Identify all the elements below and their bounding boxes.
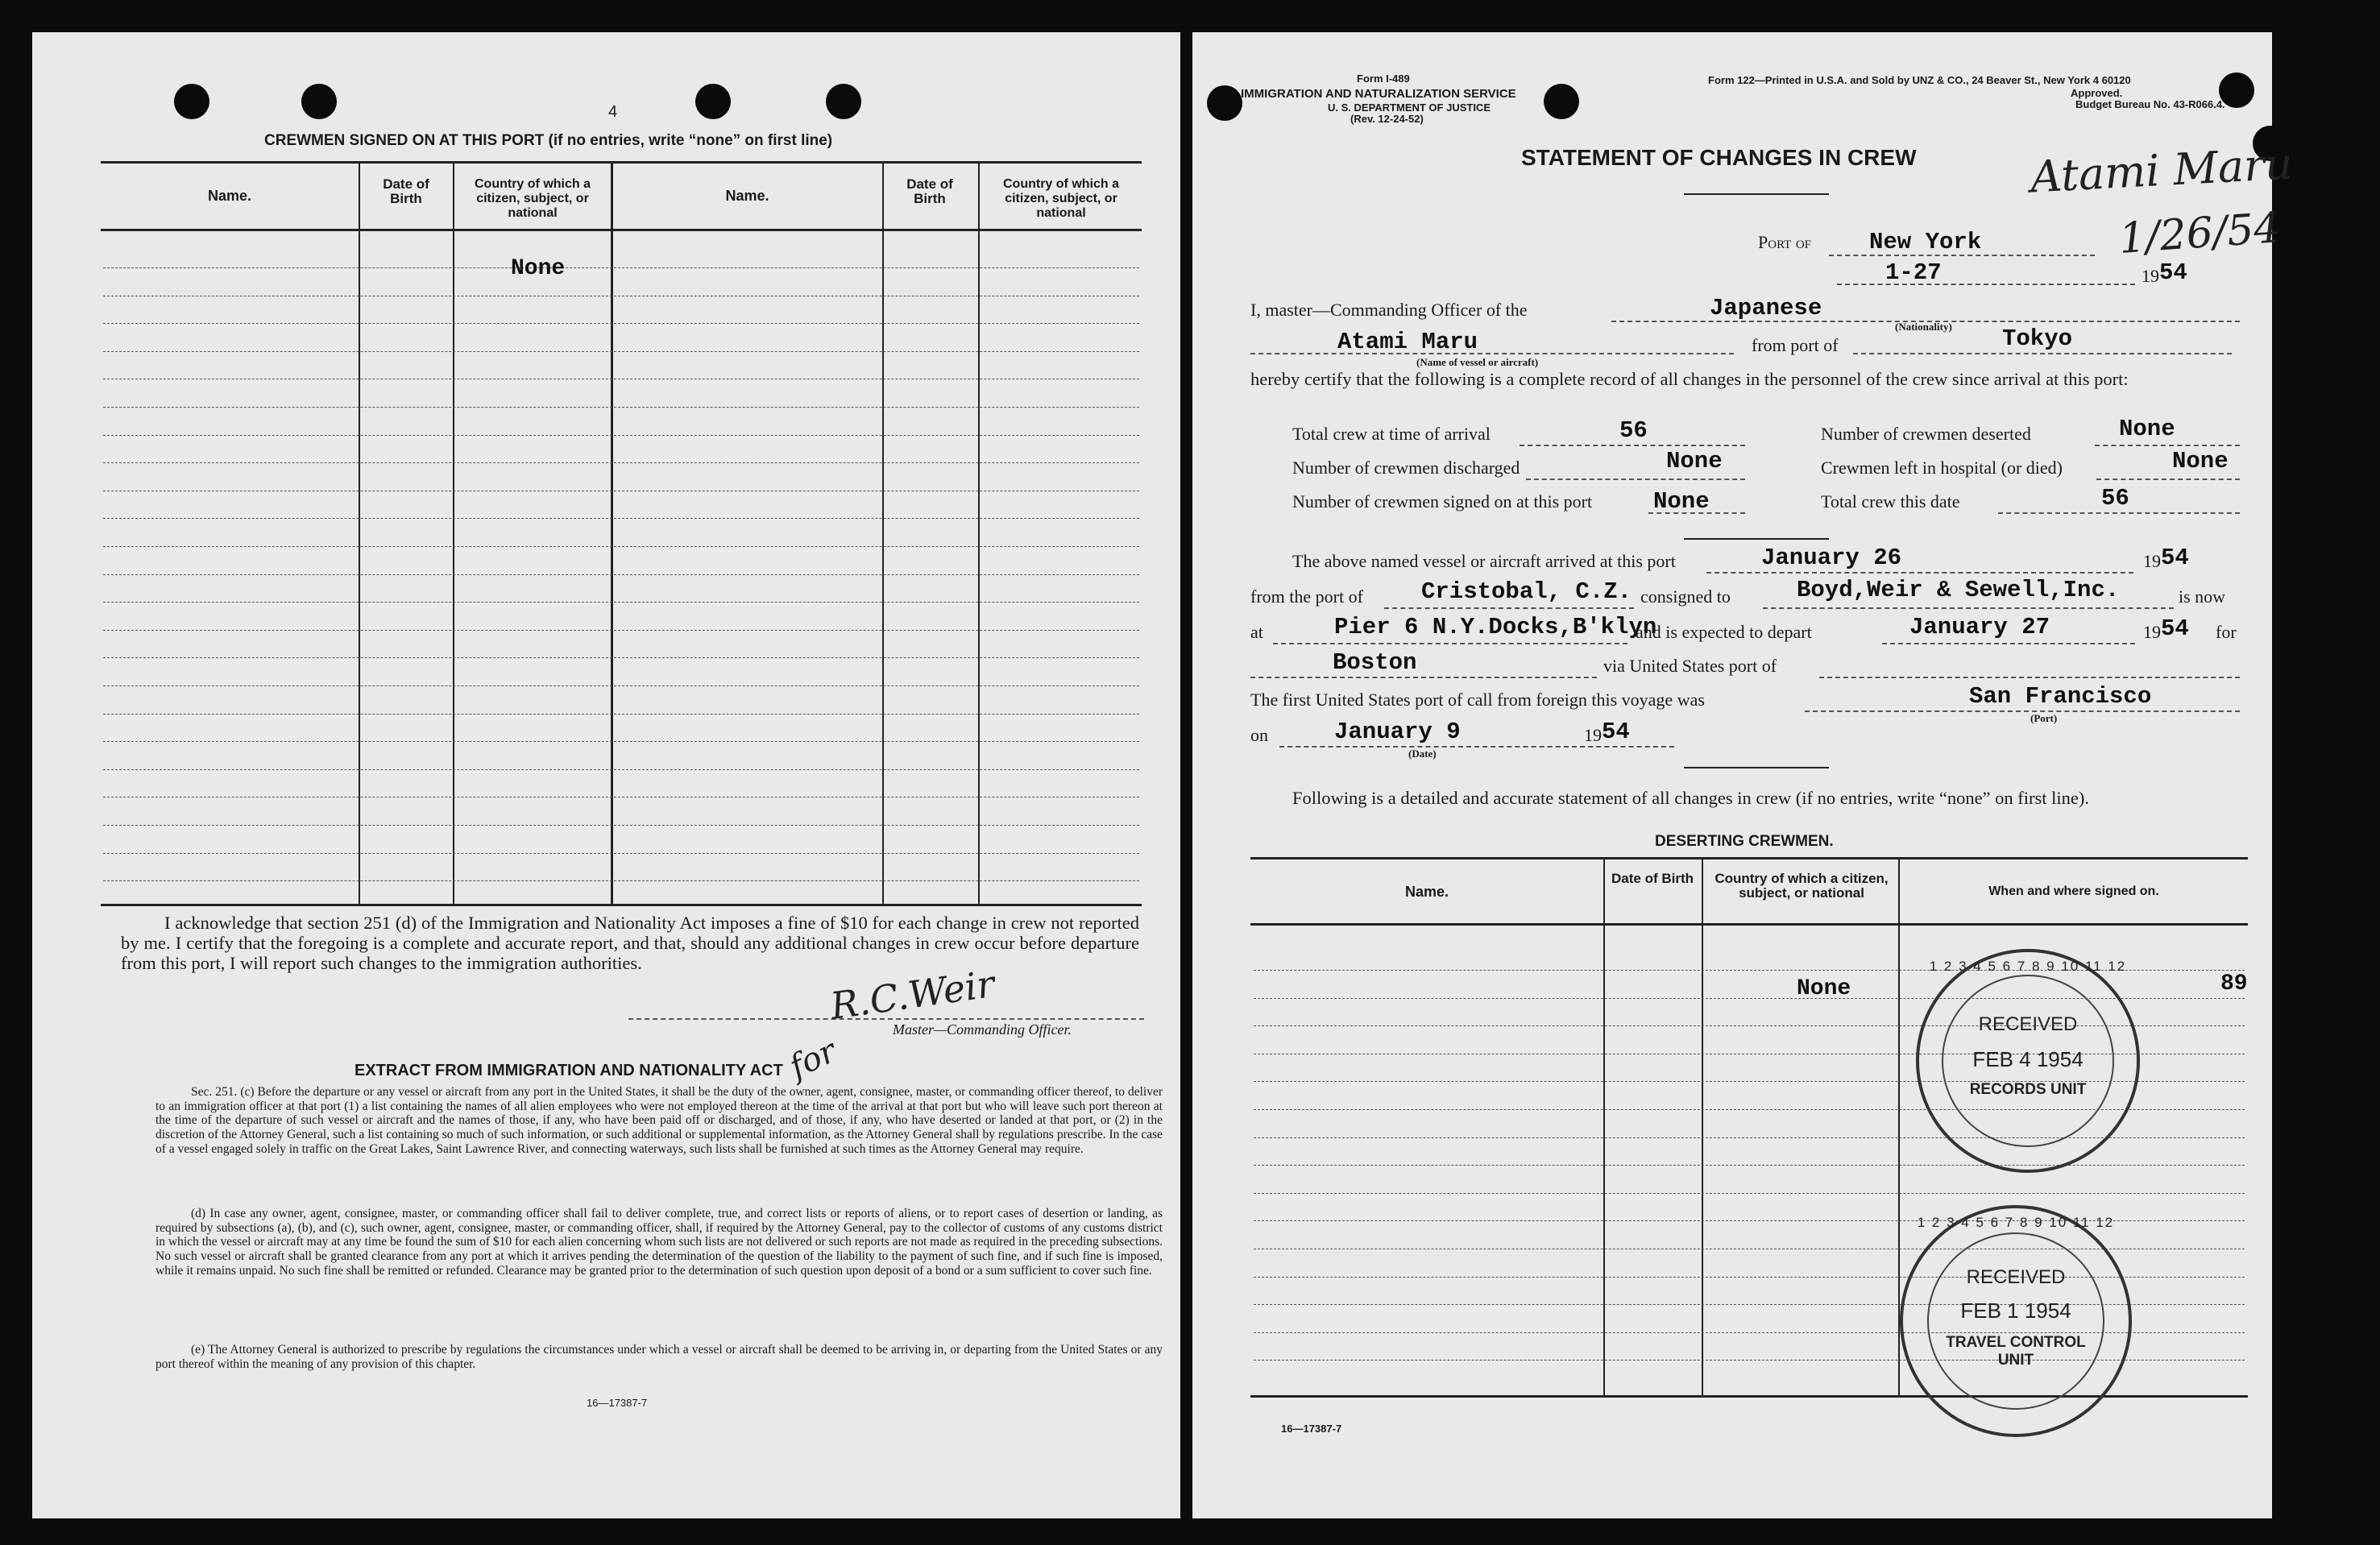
column-header-dob: Date of Birth <box>1611 871 1694 886</box>
budget-note: Budget Bureau No. 43-R066.4. <box>2075 98 2225 110</box>
acknowledgement-text: I acknowledge that section 251 (d) of the Immigration and Nationality Act imposes a fine of $10 for each change in crew not reported by me. I certify that the foregoing is a complete and accurate report, and that, should any additional changes in crew occur before departure from this port, I will report such changes to the immigration authorities. <box>121 913 1139 973</box>
section-c-text: Sec. 251. (c) Before the departure or any vessel or aircraft from any port in the United States, it shall be the duty of the owner, agent, consignee, master, or commanding officer thereof, to deliver to an immigration officer at that port (1) a list containing the names of all alien employees who were not employed thereon at the time of the arrival at that port but who will leave such port thereon at the time of the departure of such vessel or aircraft and the names of those, if any, who have been paid off or discharged, and of those, if any, who have deserted or landed at that port, or (2) in the discretion of the Attorney General, such a list containing so much of such information, or such additional or supplemental information, as the Attorney General shall by regulations prescribe. In the case of a vessel engaged solely in traffic on the Great Lakes, Saint Lawrence River, and connecting waterways, such lists shall be furnished at such times as the Attorney General may require. <box>155 1085 1163 1156</box>
table-header-rule <box>101 229 1142 231</box>
ruled-row <box>103 657 1139 658</box>
ruled-row <box>103 435 1139 436</box>
from-the-port-line <box>1384 607 1634 609</box>
year-prefix: 19 <box>2142 266 2159 286</box>
first-entry: None <box>511 256 566 281</box>
vessel-caption: (Name of vessel or aircraft) <box>1416 356 1539 368</box>
following-text: Following is a detailed and accurate statement of all changes in crew (if no entries, write “none” on first line). <box>1292 788 2090 808</box>
summary-line <box>1520 445 1745 446</box>
from-port-line <box>1853 353 2232 354</box>
column-header-country: Country of which a citizen, subject, or national <box>475 177 591 220</box>
ruled-row <box>103 518 1139 519</box>
ruled-row <box>103 462 1139 463</box>
depart-year: 54 <box>2161 615 2189 642</box>
stamp-received: RECEIVED <box>1978 1013 2078 1035</box>
from-port-value: Tokyo <box>2002 325 2073 352</box>
total-arrival-label: Total crew at time of arrival <box>1292 424 1491 444</box>
received-stamp-records <box>1916 949 2140 1173</box>
column-header-country: Country of which a citizen, subject, or national <box>1715 871 1889 901</box>
received-stamp-travel-control <box>1900 1205 2132 1437</box>
first-port-value: San Francisco <box>1969 683 2152 710</box>
ruled-row <box>103 267 1139 268</box>
total-date-value: 56 <box>2101 485 2129 512</box>
at-line <box>1273 643 1627 644</box>
table-bottom-rule <box>101 904 1142 906</box>
vessel-line <box>1250 353 1734 354</box>
punch-hole <box>1207 85 1242 121</box>
signature-caption: Master—Commanding Officer. <box>893 1021 1072 1038</box>
discharged-value: None <box>1666 448 1723 474</box>
hospital-label: Crewmen left in hospital (or died) <box>1821 458 2063 478</box>
deserted-label: Number of crewmen deserted <box>1821 424 2031 444</box>
form-revision: (Rev. 12-24-52) <box>1350 113 1424 125</box>
ruled-row <box>103 853 1139 854</box>
expected-label: and is expected to depart <box>1636 622 1812 642</box>
handwritten-date: 1/26/54 <box>2117 204 2283 263</box>
date-caption: (Date) <box>1408 748 1437 760</box>
consigned-label: consigned to <box>1640 586 1731 607</box>
column-header-dob: Date of Birth <box>906 176 953 206</box>
print-code: 16—17387-7 <box>587 1397 648 1409</box>
summary-line <box>1998 512 2240 514</box>
ruled-row <box>1254 1165 2245 1166</box>
ruled-row <box>103 880 1139 881</box>
stamp-unit: RECORDS UNIT <box>1969 1081 2087 1098</box>
signed-on-label: Number of crewmen signed on at this port <box>1292 491 1593 512</box>
consigned-value: Boyd,Weir & Sewell,Inc. <box>1797 577 2120 603</box>
punch-hole <box>174 84 209 119</box>
ruled-row <box>103 714 1139 715</box>
extract-title: EXTRACT FROM IMMIGRATION AND NATIONALITY ACT <box>355 1062 783 1079</box>
punch-hole <box>301 84 337 119</box>
depart-line <box>1882 643 2135 644</box>
summary-line <box>1526 478 1745 480</box>
port-caption: (Port) <box>2030 712 2058 724</box>
punch-hole <box>826 84 861 119</box>
approved-note: Approved. <box>2071 87 2123 99</box>
year-prefix: 19 <box>2143 622 2161 642</box>
column-divider <box>1702 857 1703 1395</box>
on-line <box>1279 746 1674 748</box>
punch-hole <box>695 84 731 119</box>
on-label: on <box>1250 725 1268 745</box>
column-header-country: Country of which a citizen, subject, or national <box>1003 177 1119 220</box>
signature-prefix: for <box>783 1032 843 1087</box>
total-date-label: Total crew this date <box>1821 491 1960 512</box>
title-rule <box>1684 193 1829 195</box>
arrived-label: The above named vessel or aircraft arrived at this port <box>1292 551 1676 571</box>
from-the-port-value: Cristobal, C.Z. <box>1421 578 1632 605</box>
ruled-row <box>103 741 1139 742</box>
form-title: STATEMENT OF CHANGES IN CREW <box>1521 145 1917 170</box>
column-header-signed-on: When and where signed on. <box>1988 884 2159 898</box>
column-header-name: Name. <box>725 188 769 204</box>
ruled-row <box>103 602 1139 603</box>
column-divider <box>611 161 613 904</box>
for-label: for <box>2216 622 2237 642</box>
ruled-row <box>103 630 1139 631</box>
ruled-row <box>103 323 1139 324</box>
via-line <box>1819 677 2240 678</box>
master-label: I, master—Commanding Officer of the <box>1250 300 1528 320</box>
department-name: U. S. DEPARTMENT OF JUSTICE <box>1328 101 1491 114</box>
arrived-year: 54 <box>2161 545 2189 571</box>
signed-on-value: None <box>1653 488 1710 515</box>
column-divider <box>978 161 980 904</box>
via-label: via United States port of <box>1603 656 1777 676</box>
total-arrival-value: 56 <box>1619 417 1648 444</box>
vessel-name: Atami Maru <box>1337 329 1478 355</box>
page-mark: 89 <box>2220 971 2248 996</box>
port-of-value: New York <box>1869 229 1982 255</box>
destination-line <box>1250 677 1597 678</box>
left-page <box>32 32 1180 1518</box>
column-header-dob: Date of Birth <box>383 176 429 206</box>
agency-name: IMMIGRATION AND NATURALIZATION SERVICE <box>1241 87 1516 101</box>
section-e-text: (e) The Attorney General is authorized to prescribe by regulations the circumstances under which a vessel or aircraft shall be deemed to be arriving in, or departing from the United States or any port thereof within the meaning of any provision of this chapter. <box>155 1343 1163 1371</box>
ruled-row <box>103 769 1139 770</box>
discharged-label: Number of crewmen discharged <box>1292 458 1520 478</box>
page-number: 4 <box>608 103 618 121</box>
year-prefix: 19 <box>2143 551 2161 571</box>
form-number: Form I-489 <box>1357 72 1410 85</box>
first-entry: None <box>1797 976 1851 1001</box>
from-the-port-label: from the port of <box>1250 586 1363 607</box>
nationality-caption: (Nationality) <box>1895 321 1952 333</box>
ruled-row <box>103 574 1139 575</box>
column-divider <box>453 161 454 904</box>
handwritten-ship-name: Atami Maru <box>2029 138 2295 203</box>
ruled-row <box>103 351 1139 352</box>
table-top-rule <box>1250 857 2248 859</box>
from-port-label: from port of <box>1752 335 1839 355</box>
ruled-row <box>103 546 1139 547</box>
date-year: 54 <box>2159 259 2187 286</box>
summary-line <box>2096 478 2240 480</box>
stamp-date: FEB 4 1954 <box>1972 1047 2084 1071</box>
stamp-ring-numbers: 1 2 3 4 5 6 7 8 9 10 11 12 <box>1917 1215 2115 1230</box>
deserted-value: None <box>2119 416 2175 442</box>
on-date: January 9 <box>1334 719 1461 745</box>
printer-note: Form 122—Printed in U.S.A. and Sold by UNZ & CO., 24 Beaver St., New York 4 60120 <box>1708 74 2131 86</box>
at-label: at <box>1250 622 1263 642</box>
summary-line <box>2095 445 2240 446</box>
column-header-name: Name. <box>1404 884 1449 900</box>
port-of-label: Port of <box>1758 232 1812 252</box>
nationality-value: Japanese <box>1710 295 1822 321</box>
certify-text: hereby certify that the following is a complete record of all changes in the personnel of the crew since arrival at this port: <box>1250 369 2129 389</box>
year-prefix: 19 <box>1584 725 1602 745</box>
right-page <box>1192 32 2295 1518</box>
date-value: 1-27 <box>1885 259 1942 286</box>
section-title: CREWMEN SIGNED ON AT THIS PORT (if no entries, write “none” on first line) <box>264 132 833 149</box>
depart-date: January 27 <box>1909 614 2050 640</box>
section-d-text: (d) In case any owner, agent, consignee, master, or commanding officer shall fail to deliver complete, true, and correct lists or reports of aliens, or to report cases of desertion or landing, as required by subsections (a), (b), and (c), such owner, agent, consignee, master, or commanding officer, shall, if required by the Attorney General, pay to the collector of customs of any customs district in which the vessel or aircraft may at any time be found the sum of $10 for each alien concerning whom such lists are not delivered or such reports are not made as required in the preceding subsections. No such vessel or aircraft shall be granted clearance from any port at which it arrives pending the determination of the question of the liability to the payment of such fine, and if such fine is imposed, while it remains unpaid. No such fine shall be remitted or refunded. Clearance may be granted prior to the determination of such question upon deposit of a bond or a sum sufficient to cover such fine. <box>155 1207 1163 1278</box>
column-header-name: Name. <box>207 188 252 204</box>
table-header-rule <box>1250 923 2248 926</box>
consigned-line <box>1763 607 2174 609</box>
date-line <box>1837 284 2135 285</box>
deserting-title: DESERTING CREWMEN. <box>1655 833 1834 850</box>
section-rule <box>1684 538 1829 540</box>
ruled-row <box>103 825 1139 826</box>
destination-value: Boston <box>1333 649 1417 676</box>
arrived-line <box>1706 572 2133 574</box>
first-port-line <box>1805 710 2240 712</box>
column-divider <box>1603 857 1605 1395</box>
stamp-received: RECEIVED <box>1966 1266 2066 1288</box>
table-top-rule <box>101 161 1142 164</box>
is-now-label: is now <box>2179 586 2226 607</box>
print-code: 16—17387-7 <box>1281 1423 1342 1435</box>
signature: R.C.Weir <box>827 962 997 1028</box>
ruled-row <box>103 407 1139 408</box>
stamp-date: FEB 1 1954 <box>1960 1299 2071 1323</box>
hospital-value: None <box>2172 448 2229 474</box>
on-year: 54 <box>1602 719 1630 745</box>
stamp-ring-numbers: 1 2 3 4 5 6 7 8 9 10 11 12 <box>1929 959 2127 974</box>
section-rule <box>1684 767 1829 768</box>
stamp-unit: TRAVEL CONTROL UNIT <box>1946 1334 2086 1369</box>
first-port-label: The first United States port of call from foreign this voyage was <box>1250 690 1705 710</box>
at-location: Pier 6 N.Y.Docks,B'klyn <box>1334 614 1657 640</box>
arrived-date: January 26 <box>1761 545 1902 571</box>
punch-hole <box>1544 84 1579 119</box>
column-divider <box>882 161 884 904</box>
column-divider <box>359 161 360 904</box>
ruled-row <box>1254 1193 2245 1194</box>
